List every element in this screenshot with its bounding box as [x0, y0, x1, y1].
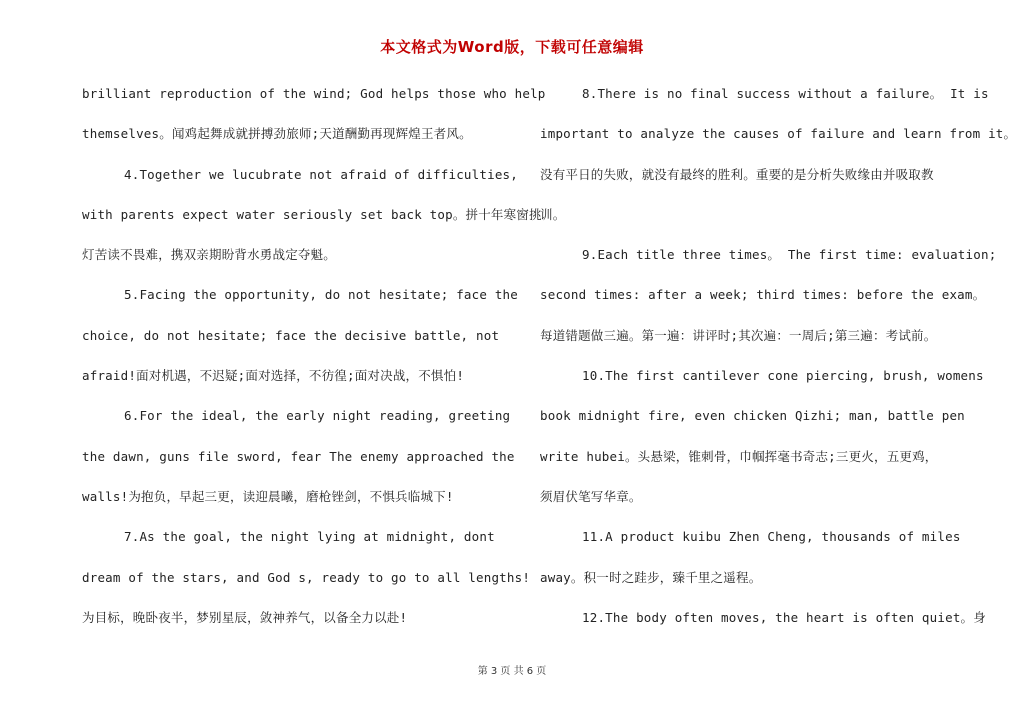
left-column — [82, 74, 546, 638]
text-line: 6.For the ideal, the early night reading, greeting — [124, 408, 511, 424]
text-line: 为目标，晚卧夜半，梦别星辰，敛神养气，以备全力以赴! — [82, 609, 408, 625]
text-line: 没有平日的失败，就没有最终的胜利。重要的是分析失败缘由并吸取教 — [540, 166, 934, 182]
text-line: away。积一时之跬步，臻千里之遥程。 — [540, 569, 762, 585]
text-line: write hubei。头悬梁，锥刺骨，巾帼挥毫书奇志;三更火，五更鸡， — [540, 448, 938, 464]
text-line: dream of the stars, and God s, ready to go to all lengths! — [82, 569, 531, 585]
text-line: the dawn, guns file sword, fear The enemy approached the — [82, 448, 515, 464]
text-line: book midnight fire, even chicken Qizhi; man, battle pen — [540, 408, 965, 424]
document-banner: 本文格式为Word版，下载可任意编辑 — [380, 38, 644, 56]
text-line: 10.The first cantilever cone piercing, brush, womens — [582, 368, 984, 384]
page-footer: 第 3 页 共 6 页 — [477, 666, 547, 677]
text-line: with parents expect water seriously set back top。拼十年寒窗挑 — [82, 206, 542, 222]
text-line: themselves。闻鸡起舞成就拼搏劲旅师;天道酬勤再现辉煌王者风。 — [82, 126, 472, 142]
text-line: 须眉伏笔写华章。 — [540, 488, 642, 504]
text-line: 4.Together we lucubrate not afraid of difficulties, — [124, 166, 519, 182]
text-line: 5.Facing the opportunity, do not hesitate; face the — [124, 287, 519, 303]
text-line: afraid!面对机遇，不迟疑;面对选择，不彷徨;面对决战，不惧怕! — [82, 368, 465, 384]
text-line: 灯苦读不畏难，携双亲期盼背水勇战定夺魁。 — [82, 247, 337, 263]
text-line: 训。 — [540, 206, 566, 222]
text-line: second times: after a week; third times: before the exam。 — [540, 287, 986, 303]
text-line: 11.A product kuibu Zhen Cheng, thousands of miles — [582, 529, 961, 545]
text-line: walls!为抱负，早起三更，读迎晨曦，磨枪锉剑，不惧兵临城下! — [82, 488, 454, 504]
text-line: 12.The body often moves, the heart is often quiet。身 — [582, 609, 986, 625]
text-line: brilliant reproduction of the wind; God helps those who help — [82, 86, 546, 101]
text-line: 9.Each title three times。 The first time: evaluation; — [582, 247, 997, 263]
text-line: important to analyze the causes of failure and learn from it。 — [540, 126, 1017, 142]
text-line: 每道错题做三遍。第一遍：讲评时;其次遍：一周后;第三遍：考试前。 — [540, 327, 937, 343]
right-column — [540, 74, 1017, 638]
text-line: 7.As the goal, the night lying at midnight, dont — [124, 529, 495, 545]
text-line: choice, do not hesitate; face the decisive battle, not — [82, 327, 500, 343]
text-line: 8.There is no final success without a failure。 It is — [582, 86, 989, 101]
